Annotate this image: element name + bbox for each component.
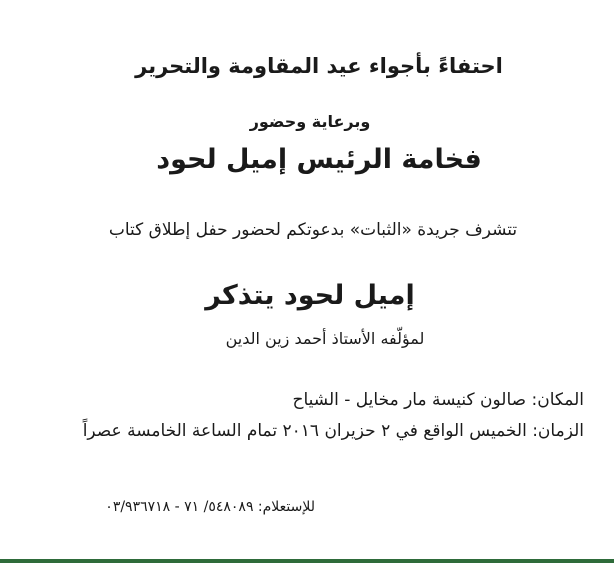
place-line: المكان: صالون كنيسة مار مخايل - الشياح xyxy=(292,390,584,410)
time-line: الزمان: الخميس الواقع في ٢ حزيران ٢٠١٦ تمام الساعة الخامسة عصراً xyxy=(82,421,584,441)
author-line: لمؤلّفه الأستاذ أحمد زين الدين xyxy=(225,329,425,348)
inquiries-line: للإستعلام: ٥٤٨٠٨٩/ ٧١ - ٠٣/٩٣٦٧١٨ xyxy=(105,499,315,515)
bottom-divider xyxy=(0,559,614,563)
patron-name: فخامة الرئيس إميل لحود xyxy=(156,144,482,175)
patronage-line: وبرعاية وحضور xyxy=(249,112,371,131)
invitation-text: تتشرف جريدة «الثبات» بدعوتكم لحضور حفل إطلاق كتاب xyxy=(108,220,518,240)
occasion-heading: احتفاءً بأجواء عيد المقاومة والتحرير xyxy=(135,54,503,78)
book-title: إميل لحود يتذكر xyxy=(205,280,415,311)
